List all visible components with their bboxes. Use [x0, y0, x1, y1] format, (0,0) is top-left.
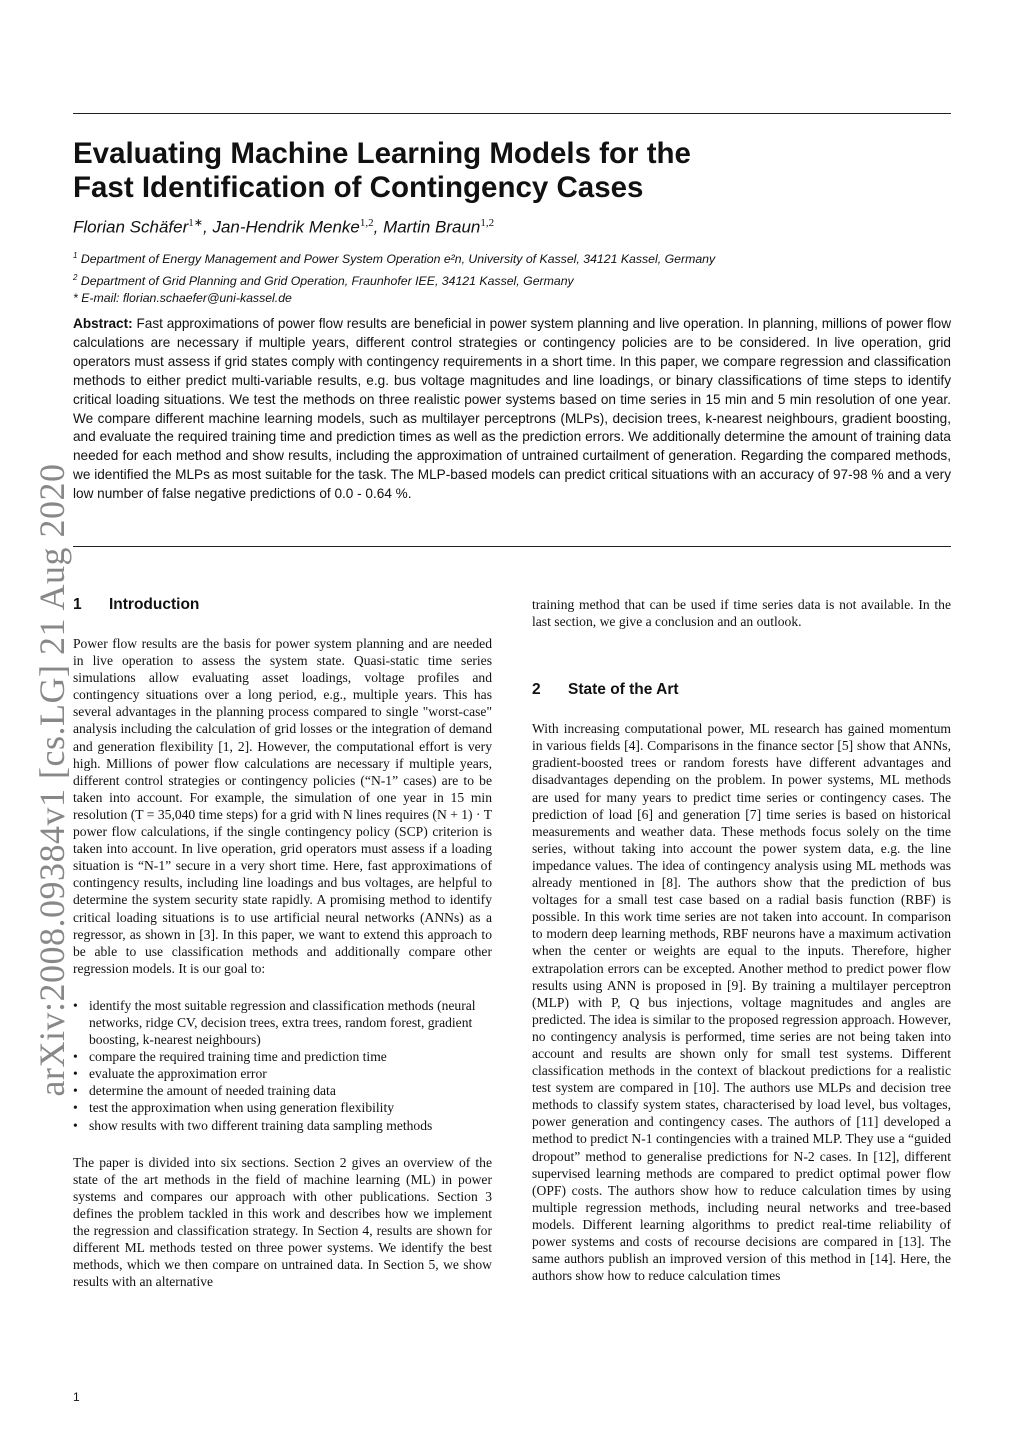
affiliation-mark: 1 [73, 251, 78, 260]
affiliations [73, 247, 933, 308]
section-heading-state-of-the-art [532, 680, 951, 700]
arxiv-identifier-text: arXiv:2008.09384v1 [cs.LG] 21 Aug 2020 [32, 463, 72, 1097]
state-of-the-art-paragraph: With increasing computational power, ML research has gained momentum in various fields [4]. Comparisons in the finance sector [5] show that ANNs, gradient-boosted trees or random forests have different advantages and disadvantages depending on the problem. In power systems, ML methods are used for many years to predict time series or contingency cases. The prediction of load [6] and generation [7] time series is based on historical measurements and weather data. These methods focus solely on the time series, without taking into account the power system data, e.g. the line impedance values. The idea of contingency analysis using ML methods was already mentioned in [8]. The authors show that the prediction of bus voltages for a small test case based on a radial basis function (RBF) is possible. In this work time series are not taken into account. In comparison to modern deep learning methods, RBF neurons have a maximum activation when the center or weights are equal to the inputs. Therefore, higher extrapolation errors can be excepted. Another method to predict power flow results using ANN is proposed in [9]. By training a multilayer perceptron (MLP) with P, Q bus injections, voltage magnitudes and angles are predicted. The idea is similar to the proposed regression approach. However, no contingency analysis is performed, time series are not being taken into account and results are shown only for small test systems. Different classification methods in the context of blackout predictions for a realistic test system are compared in [10]. The authors use MLPs and decision tree methods to classify system states, characterised by load level, bus voltages, power generation and contingency cases. The authors of [11] developed a method to predict N-1 contingencies with a trained MLP. They use a “guided dropout” method to generalise predictions for N-2 cases. In [12], different supervised learning methods are compared to predict optimal power flow (OPF) costs. The authors show how to reduce calculation times by using multiple regression methods, including neural networks and tree-based models. Different learning algorithms to predict real-time reliability of power systems and costs of recourse decisions are compared in [13]. The same authors publish an improved version of this method in [14]. Here, the authors show how to reduce calculation times [532, 721, 951, 1284]
paper-title [73, 137, 833, 205]
goal-item: • test the approximation when using generation flexibility [73, 1099, 492, 1116]
author-mark: 1∗ [188, 217, 203, 229]
goals-list [73, 997, 492, 1134]
author-name: Martin Braun [383, 217, 481, 237]
title-line-1: Evaluating Machine Learning Models for the [73, 137, 691, 170]
goal-item: • compare the required training time and prediction time [73, 1048, 492, 1065]
intro-paragraph-2: The paper is divided into six sections. Section 2 gives an overview of the state of the art methods in the field of machine learning (ML) in power systems and compares our approach with other publications. Section 3 defines the problem tackled in this work and describes how we implement the regression and classification strategy. In Section 4, results are shown for different ML methods tested on three power systems. We identify the best methods, which we then compare on untrained data. In Section 5, we show results with an alternative [73, 1154, 492, 1290]
affiliation-text: Department of Energy Management and Power System Operation e²n, University of Kassel, 34121 Kassel, Germany [80, 252, 716, 267]
intro-paragraph-continued: training method that can be used if time series data is not available. In the last section, we give a conclusion and an outlook. [532, 597, 951, 630]
affiliation-line [73, 269, 933, 291]
author-mark: 1,2 [359, 217, 374, 229]
author-name: Jan-Hendrik Menke [212, 217, 360, 237]
goal-item: • identify the most suitable regression and classification methods (neural networks, ridge CV, decision trees, extra trees, random forest, gradient boosting, k-nearest neighbours) [73, 997, 492, 1048]
affiliation-text: Department of Grid Planning and Grid Operation, Fraunhofer IEE, 34121 Kassel, Germany [80, 273, 574, 288]
intro-paragraph-1: Power flow results are the basis for power system planning and are needed in live operation to assess the system state. Quasi-static time series simulations allow evaluating asset loadings, voltage profiles and contingency situations over a long period, e.g., multiple years. This has several advantages in the planning process compared to single "worst-case" analysis including the calculation of grid losses or the integration of demand and generation flexibility [1, 2]. However, the computational effort is very high. Millions of power flow calculations are necessary if multiple years, different control strategies or contingency policies (“N-1” cases) are to be taken into account. For example, the simulation of one year in 15 min resolution (T = 35,040 time steps) for a grid with N lines requires (N + 1) · T power flow calculations, if the single contingency policy (SCP) criterion is taken into account. In live operation, grid operators must assess if a loading situation is “N-1” secure in a very short time. Here, fast approximations of contingency results, including line loadings and bus voltages, are helpful to determine the system security state rapidly. A promising method to identify critical loading situations is to use artificial neural networks (ANNs) as a regressor, as shown in [3]. In this paper, we want to extend this approach to be able to use classification methods and additionally compare other regression models. It is our goal to: [73, 636, 492, 976]
top-rule [73, 113, 951, 114]
author-mark: 1,2 [480, 217, 495, 229]
right-column [532, 596, 951, 1284]
left-column [73, 595, 492, 1290]
abstract [73, 315, 951, 504]
section-title: State of the Art [568, 681, 679, 699]
section-number: 1 [73, 596, 82, 613]
goal-item: • determine the amount of needed training data [73, 1082, 492, 1099]
author-list: Florian Schäfer$^{1∗}$, Jan-Hendrik Menke$^{1,2}$, Martin Braun$^{1,2}$ [73, 217, 495, 237]
goal-item: • show results with two different training data sampling methods [73, 1117, 492, 1134]
affiliation-line [73, 247, 933, 269]
contact-email-text: * E-mail: florian.schaefer@uni-kassel.de [73, 291, 292, 306]
section-number: 2 [532, 681, 541, 699]
goal-item: • evaluate the approximation error [73, 1065, 492, 1082]
section-title: Introduction [109, 596, 200, 613]
affiliation-mark: 2 [73, 272, 78, 282]
contact-email [73, 290, 933, 308]
section-heading-introduction [73, 595, 492, 615]
page-number: 1 [73, 1390, 80, 1404]
title-line-2: Fast Identification of Contingency Cases [73, 171, 644, 204]
abstract-rule [73, 546, 951, 547]
abstract-label: Abstract: [73, 316, 133, 331]
abstract-text: Fast approximations of power flow results are beneficial in power system planning and live operation. In planning, millions of power flow calculations are necessary if multiple years, different control strategies or contingency policies are to be considered. In live operation, grid operators must assess if grid states comply with contingency requirements in a short time. In this paper, we compare regression and classification methods to either predict multi-variable results, e.g. bus voltage magnitudes and line loadings, or binary classifications of time steps to identify critical loading situations. We test the methods on three realistic power systems based on time series in 15 min and 5 min resolution of one year. We compare different machine learning models, such as multilayer perceptrons (MLPs), decision trees, k-nearest neighbours, gradient boosting, and evaluate the required training time and prediction times as well as the prediction errors. We additionally determine the amount of training data needed for each method and show results, including the approximation of untrained curtailment of generation. Regarding the compared methods, we identified the MLPs as most suitable for the task. The MLP-based models can predict critical situations with an accuracy of 97-98 % and a very low number of false negative predictions of 0.0 - 0.64 %. [73, 316, 952, 502]
author-name: Florian Schäfer [73, 217, 189, 237]
